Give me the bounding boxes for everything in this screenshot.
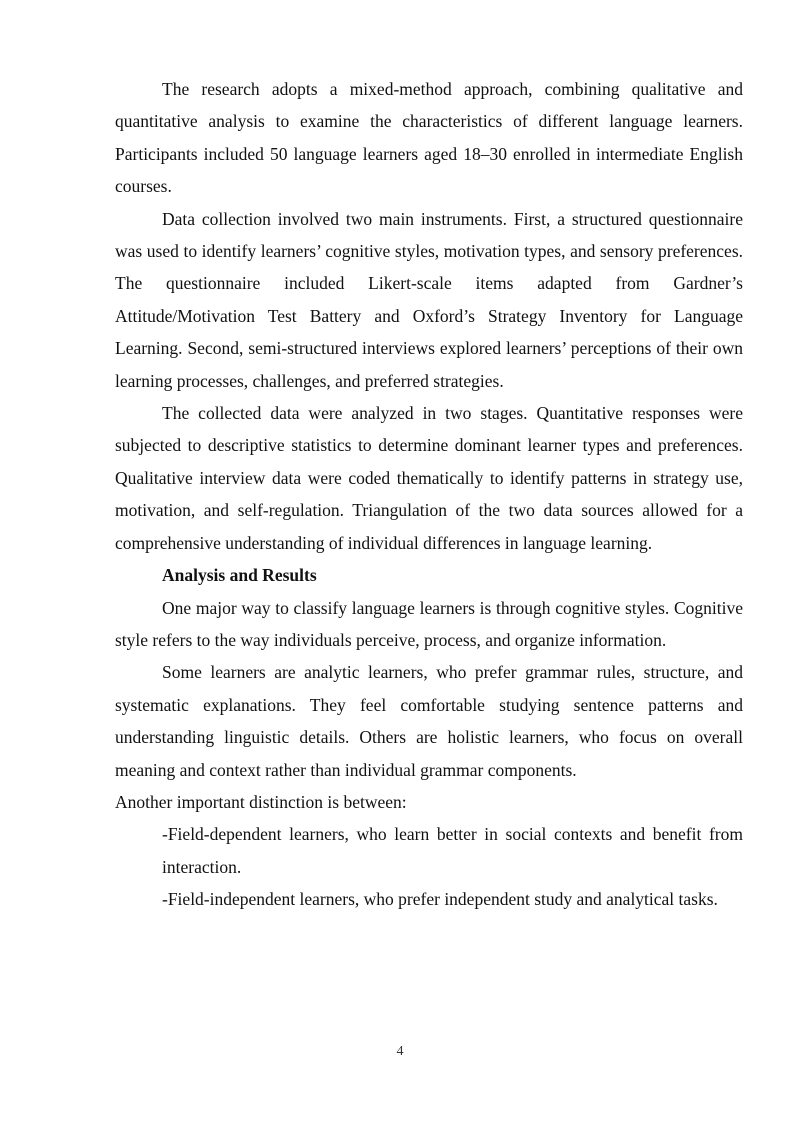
section-heading: Analysis and Results [162,565,317,586]
body-text [115,73,743,916]
paragraph-distinction: Another important distinction is between: [115,791,407,812]
paragraph-cognitive-styles: One major way to classify language learners is through cognitive styles. Cognitive style refers to the way individuals perceive, process, and organize information. [115,597,743,650]
paragraph-data-collection: Data collection involved two main instruments. First, a structured questionnaire was used to identify learners’ cognitive styles, motivation types, and sensory preferences. The questionnaire included Likert-scale items adapted from Gardner’s Attitude/Motivation Test Battery and Oxford’s Strategy Inventory for Language Learning. Second, semi-structured interviews explored learners’ perceptions of their own learning processes, challenges, and preferred strategies. [115,208,743,391]
paragraph-methodology: The research adopts a mixed-method approach, combining qualitative and quantitative analysis to examine the characteristics of different language learners. Participants included 50 language learners aged 18–30 enrolled in intermediate English courses. [115,79,743,197]
page-number: 4 [396,1044,404,1059]
list-item-field-independent: -Field-independent learners, who prefer independent study and analytical tasks. [162,889,718,910]
paragraph-data-analysis: The collected data were analyzed in two stages. Quantitative responses were subjected to descriptive statistics to determine dominant learner types and preferences. Qualitative interview data were coded thematically to identify patterns in strategy use, motivation, and self-regulation. Triangulation of the two data sources allowed for a comprehensive understanding of individual differences in language learning. [115,403,743,553]
paragraph-analytic-holistic: Some learners are analytic learners, who prefer grammar rules, structure, and systematic explanations. They feel comfortable studying sentence patterns and understanding linguistic details. Others are holistic learners, who focus on overall meaning and context rather than individual grammar components. [115,662,743,780]
list-item-field-dependent: -Field-dependent learners, who learn better in social contexts and benefit from interaction. [162,824,743,877]
